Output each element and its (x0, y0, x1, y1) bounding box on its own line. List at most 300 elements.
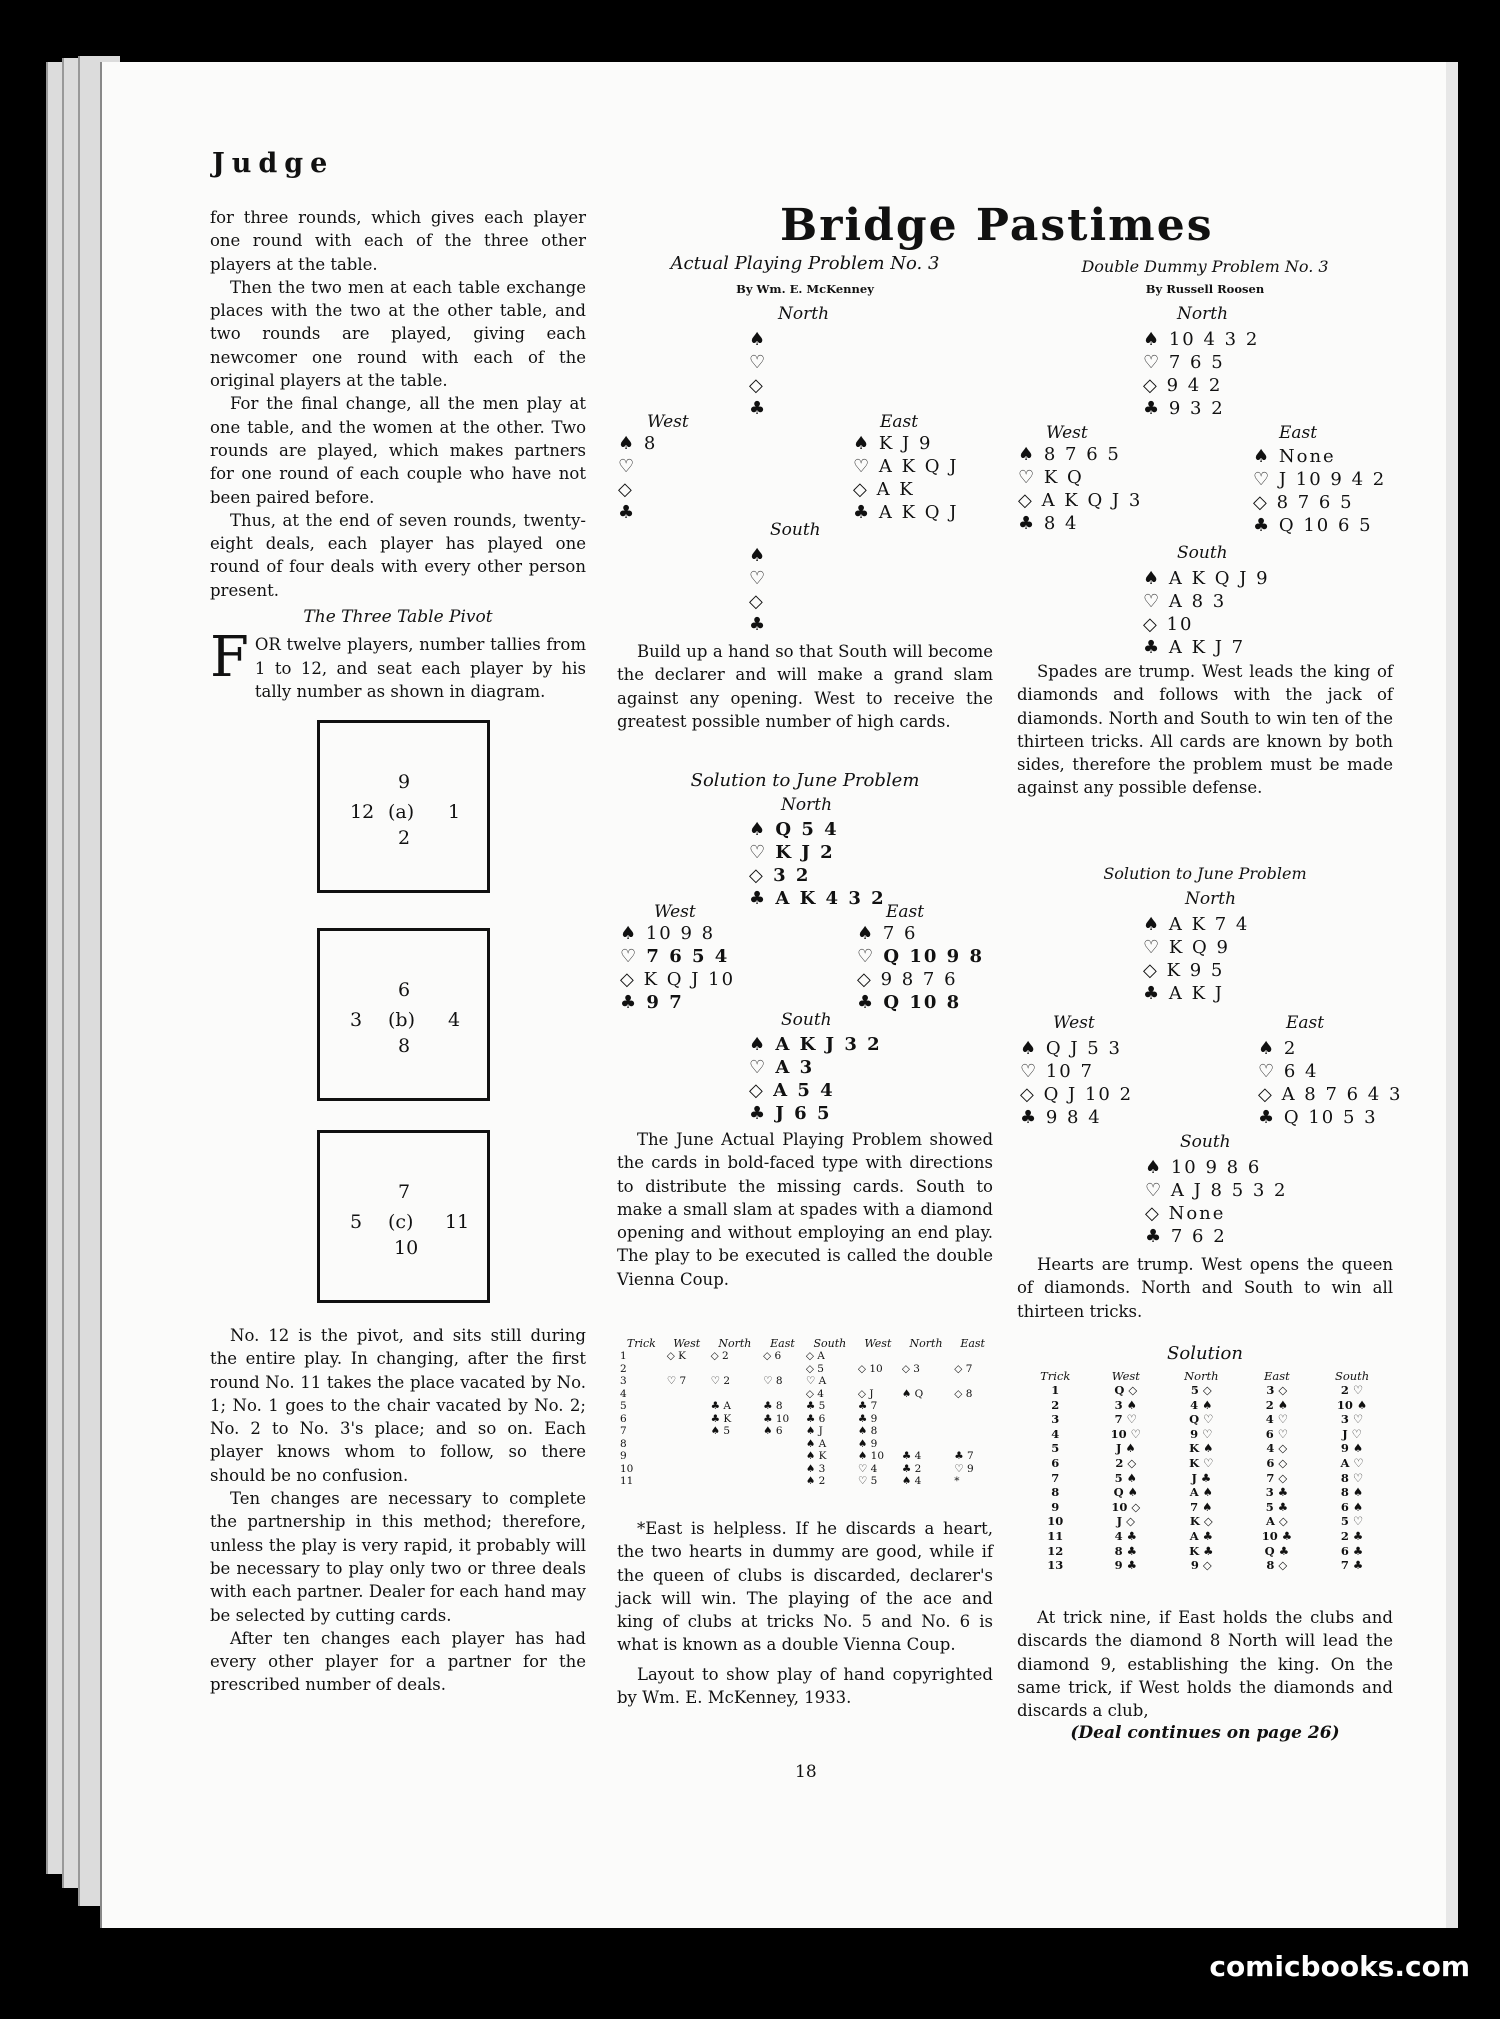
table-cell: ◇ J (857, 1387, 874, 1400)
table-cell: 3 ◇ (1266, 1383, 1288, 1397)
suit-line: ♣ A K 4 3 2 (749, 888, 886, 909)
table-cell: ◇ 10 (857, 1362, 883, 1375)
suit-line: ♣ Q 10 6 5 (1253, 515, 1373, 536)
suit-line: ♠ K J 9 (853, 433, 933, 454)
dir-west: West (647, 412, 689, 432)
table-cell: 10 (1047, 1514, 1064, 1529)
table-cell: 8 (1051, 1485, 1060, 1500)
table-cell (709, 1463, 761, 1476)
drop-cap: F (210, 625, 249, 691)
column-middle-text (617, 1128, 993, 1291)
table-cell (761, 1463, 804, 1476)
hand-north (749, 328, 767, 420)
hand-east (1258, 1037, 1402, 1129)
table-cell: A ♡ (1340, 1455, 1364, 1470)
suit-line: ♣ 8 4 (1018, 513, 1079, 534)
table-cell: 2 ♣ (1340, 1528, 1364, 1543)
table-cell: ♣ 7 (954, 1450, 974, 1462)
dir-north: North (778, 304, 830, 324)
suit-line: ♠ 10 9 8 6 (1145, 1157, 1262, 1178)
dir-south: South (770, 520, 821, 540)
table-cell: 5 ♡ (1340, 1514, 1364, 1529)
table-cell: 1 (1051, 1383, 1060, 1397)
paragraph: Hearts are trump. West opens the queen of diamonds. North and South to win all thirteen tricks. (1017, 1255, 1393, 1321)
page-right-edge (1446, 62, 1458, 1928)
col-header: East (960, 1337, 985, 1350)
table-cell: 8 ♠ (1340, 1485, 1364, 1500)
table-cell (665, 1413, 709, 1426)
table-cell: ◇ 5 (805, 1362, 824, 1375)
table-cell (665, 1475, 709, 1488)
play-table (618, 1337, 993, 1488)
dir-west: West (654, 902, 696, 922)
dir-south: South (1180, 1132, 1231, 1152)
table-cell: 9 ◇ (1190, 1558, 1212, 1573)
col-header: South (813, 1337, 847, 1350)
table-cell (665, 1450, 709, 1463)
table-cell: ♣ 6 (805, 1412, 826, 1425)
column-middle-bottom (617, 1517, 993, 1709)
col-header: East (1263, 1369, 1290, 1383)
table-cell: ♡ 9 (954, 1462, 974, 1475)
table-cell: ♠ Q (901, 1387, 924, 1400)
suit-line: ♣ 9 8 4 (1020, 1107, 1102, 1128)
column-left (210, 206, 586, 703)
suit-line: ♣ 9 3 2 (1143, 398, 1225, 419)
table-diagram-b (317, 928, 490, 1101)
suit-line: ◇ K 9 5 (1143, 960, 1225, 981)
table-cell: 9 ♡ (1190, 1426, 1213, 1441)
table-cell: 6 ♣ (1340, 1543, 1364, 1558)
table-cell (952, 1350, 993, 1363)
hand-west (1018, 443, 1142, 535)
table-row (618, 1413, 993, 1426)
table-cell: ♠ J (805, 1425, 823, 1437)
hand-west (1020, 1037, 1133, 1129)
table-cell (665, 1400, 709, 1413)
seat-bottom: 10 (394, 1237, 419, 1259)
seat-right: 11 (445, 1211, 470, 1233)
table-cell: 10 ◇ (1111, 1499, 1141, 1514)
table-cell (952, 1438, 993, 1451)
table-row (618, 1425, 993, 1438)
suit-line: ◇ 9 8 7 6 (857, 969, 958, 990)
table-cell: ♠ 5 (710, 1425, 731, 1437)
table-cell (761, 1475, 804, 1488)
table-cell (900, 1425, 952, 1438)
table-cell (665, 1425, 709, 1438)
table-label: (a) (388, 801, 415, 823)
table-cell (761, 1388, 804, 1401)
suit-line: ♡ 7 6 5 4 (620, 946, 730, 967)
paragraph: For the final change, all the men play at one table, and the women at the other. Two rounds are played, which makes partners for one round of each couple who have not been paired before. (210, 394, 586, 507)
column-left-lower (210, 1324, 586, 1697)
table-cell: 13 (1047, 1558, 1064, 1573)
column-right-text (1017, 1253, 1393, 1323)
table-row (618, 1450, 993, 1463)
suit-line: ♠ (749, 329, 768, 350)
table-cell: J ♠ (1115, 1441, 1136, 1456)
seat-left: 12 (350, 801, 375, 823)
col-header: South (1334, 1369, 1370, 1383)
table-cell: 7 ♣ (1340, 1558, 1364, 1573)
seat-left: 3 (350, 1009, 363, 1031)
table-cell: K ◇ (1189, 1514, 1213, 1529)
table-cell: K ♡ (1189, 1455, 1214, 1470)
table-cell (952, 1400, 993, 1413)
table-row (618, 1400, 993, 1413)
table-cell: Q ♡ (1189, 1412, 1214, 1427)
dir-north: North (1185, 889, 1237, 909)
table-cell: Q ♣ (1264, 1543, 1290, 1558)
suit-line: ♠ A K J 3 2 (749, 1034, 882, 1055)
suit-line: ♡ (618, 456, 637, 477)
table-cell: 7 ♡ (1114, 1412, 1137, 1427)
table-cell: ♠ 9 (857, 1437, 878, 1450)
seat-right: 4 (448, 1009, 461, 1031)
hand-south (1143, 567, 1270, 659)
table-cell: 4 ♣ (1114, 1528, 1137, 1543)
table-cell (709, 1450, 761, 1463)
suit-line: ◇ Q J 10 2 (1020, 1084, 1134, 1105)
table-cell (665, 1438, 709, 1451)
table-cell: 3 ♠ (1114, 1397, 1137, 1412)
suit-line: ♡ (749, 568, 768, 589)
table-cell: 5 ♠ (1114, 1470, 1137, 1485)
paragraph-text: OR twelve players, number tallies from 1 to 12, and seat each player by his tally number as shown in diagram. (254, 635, 586, 701)
dir-west: West (1053, 1013, 1095, 1033)
paragraph: The June Actual Playing Problem showed the cards in bold-faced type with directions to distribute the missing cards. South to make a small slam at spades with a diamond opening and without employing an end play. The play to be executed is called the double Vienna Coup. (617, 1130, 993, 1289)
table-cell (665, 1363, 709, 1376)
table-cell: * (954, 1475, 960, 1487)
table-row (1020, 1544, 1392, 1559)
table-row (1020, 1412, 1392, 1427)
table-cell: ♠ 10 (857, 1450, 885, 1462)
suit-line: ♡ 6 4 (1258, 1061, 1319, 1082)
table-cell (856, 1375, 900, 1388)
hand-north (749, 818, 886, 910)
table-cell: 11 (1047, 1528, 1064, 1543)
table-cell: ◇ 8 (954, 1387, 973, 1400)
table-cell: ♣ 8 (763, 1400, 783, 1412)
table-row (1020, 1500, 1392, 1515)
table-label: (b) (388, 1009, 415, 1031)
table-cell: 2 ♠ (1265, 1397, 1289, 1412)
table-cell: 11 (620, 1475, 634, 1487)
col-header: North (909, 1337, 943, 1350)
problem-title: Actual Playing Problem No. 3 (670, 253, 940, 274)
hand-east (853, 432, 958, 524)
hand-south (749, 1033, 882, 1125)
table-cell: 8 (620, 1437, 627, 1450)
table-row (1020, 1398, 1392, 1413)
table-row (618, 1375, 993, 1388)
table-cell: 7 (1051, 1470, 1060, 1485)
suit-line: ◇ A 8 7 6 4 3 (1258, 1084, 1403, 1105)
solution-title: Solution to June Problem (690, 770, 920, 791)
suit-line: ♡ A J 8 5 3 2 (1145, 1180, 1288, 1201)
dir-south: South (1177, 543, 1228, 563)
seat-left: 5 (350, 1211, 363, 1233)
hand-north (1143, 328, 1259, 420)
suit-line: ◇ (749, 375, 765, 396)
table-cell (952, 1375, 993, 1388)
table-cell: 2 ◇ (1115, 1455, 1137, 1470)
solution-title: Solution to June Problem (1103, 864, 1307, 883)
table-cell: ◇ 2 (710, 1350, 729, 1362)
suit-line: ♠ 8 (618, 433, 658, 454)
table-cell: 5 ♣ (1265, 1499, 1289, 1514)
byline: By Wm. E. McKenney (736, 282, 874, 296)
table-cell: 10 (620, 1462, 634, 1475)
table-row (618, 1350, 993, 1363)
column-middle (617, 640, 993, 733)
suit-line: ♣ A K J 7 (1143, 637, 1246, 658)
table-row (1020, 1558, 1392, 1573)
table-cell: 7 (620, 1425, 627, 1437)
table-cell: 5 (620, 1400, 627, 1412)
table-cell: 6 ♡ (1265, 1426, 1289, 1441)
hand-south (1145, 1156, 1288, 1248)
table-cell (900, 1413, 952, 1426)
table-cell: ♣ 10 (763, 1412, 790, 1425)
table-cell (856, 1350, 900, 1363)
suit-line: ♡ 10 7 (1020, 1061, 1094, 1082)
column-right-bottom (1017, 1606, 1393, 1746)
table-cell: 9 (1051, 1499, 1060, 1514)
table-cell: 10 ♠ (1336, 1397, 1368, 1412)
dir-east: East (1286, 1013, 1325, 1033)
table-cell (761, 1438, 804, 1451)
seat-right: 1 (448, 801, 461, 823)
table-row (618, 1388, 993, 1401)
table-cell: ♣ 7 (857, 1400, 878, 1412)
suit-line: ◇ (749, 591, 765, 612)
hand-west (618, 432, 657, 524)
paragraph: After ten changes each player has had every other player for a partner for the prescribed number of deals. (210, 1628, 586, 1695)
table-cell (665, 1388, 709, 1401)
paragraph: Layout to show play of hand copyrighted by Wm. E. McKenney, 1933. (617, 1664, 993, 1708)
solution-table (1020, 1369, 1392, 1573)
suit-line: ◇ A K (853, 479, 915, 500)
hand-south (749, 544, 767, 636)
table-cell: A ♠ (1189, 1485, 1213, 1500)
table-cell: ♠ 4 (901, 1475, 922, 1487)
dir-west: West (1046, 423, 1088, 443)
table-cell: 4 ◇ (1266, 1441, 1288, 1456)
table-cell: 7 ◇ (1266, 1470, 1288, 1485)
table-row (1020, 1383, 1392, 1398)
table-row (1020, 1514, 1392, 1529)
col-header: North (1184, 1369, 1219, 1383)
table-cell: A ◇ (1265, 1514, 1288, 1529)
paragraph: *East is helpless. If he discards a heart, the two hearts in dummy are good, while if the queen of clubs is discarded, declarer's jack will win. The playing of the ace and king of clubs at tricks No. 5 and No. 6 is what is known as a double Vienna Coup. (617, 1519, 993, 1655)
table-label: (c) (388, 1211, 414, 1233)
table-cell: 5 (1051, 1441, 1060, 1456)
table-row (618, 1475, 993, 1488)
table-cell: 4 (620, 1387, 627, 1400)
table-cell: 8 ♡ (1340, 1470, 1364, 1485)
suit-line: ♡ Q 10 9 8 (857, 946, 984, 967)
table-cell (709, 1438, 761, 1451)
table-cell: 9 ♣ (1114, 1558, 1137, 1573)
suit-line: ♠ A K Q J 9 (1143, 568, 1270, 589)
table-cell (665, 1463, 709, 1476)
table-cell: ◇ 6 (763, 1350, 782, 1362)
dir-south: South (781, 1010, 832, 1030)
table-cell (952, 1413, 993, 1426)
table-cell: ♠ K (805, 1450, 827, 1462)
suit-line: ♣ (618, 502, 637, 523)
table-cell: ♣ 2 (901, 1462, 922, 1475)
hand-east (1253, 445, 1386, 537)
page-number: 18 (795, 1762, 817, 1782)
table-cell: Q ◇ (1114, 1383, 1138, 1397)
suit-line: ♠ 7 6 (857, 923, 918, 944)
table-cell: ♡ 7 (666, 1375, 687, 1387)
table-cell: ♡ A (805, 1375, 827, 1387)
table-cell: 2 (620, 1362, 627, 1375)
col-header: Trick (1040, 1369, 1071, 1383)
table-cell: 6 (620, 1412, 627, 1425)
suit-line: ♣ 9 7 (620, 992, 684, 1013)
table-row (1020, 1441, 1392, 1456)
table-cell: ♠ 3 (805, 1462, 826, 1475)
suit-line: ♡ A K Q J (853, 456, 959, 477)
table-cell: ◇ 7 (954, 1362, 973, 1375)
dir-north: North (781, 795, 833, 815)
table-cell (761, 1363, 804, 1376)
table-row (1020, 1485, 1392, 1500)
seat-bottom: 2 (398, 827, 411, 849)
suit-line: ♠ Q 5 4 (749, 819, 839, 840)
paragraph: Thus, at the end of seven rounds, twenty-eight deals, each player has played one round of four deals with every other person present. (210, 510, 586, 600)
hand-north (1143, 913, 1249, 1005)
suit-line: ♠ 10 4 3 2 (1143, 329, 1260, 350)
table-cell: ♣ K (710, 1412, 732, 1425)
table-diagram-c (317, 1130, 490, 1303)
table-cell: 3 (620, 1375, 627, 1387)
table-cell: ♣ 4 (901, 1450, 922, 1462)
suit-line: ♣ (749, 398, 768, 419)
column-right (1017, 660, 1393, 800)
table-cell: 3 (1051, 1412, 1060, 1427)
table-cell: ◇ K (666, 1350, 686, 1362)
table-cell: ♣ 5 (805, 1400, 826, 1412)
col-header: Trick (626, 1337, 656, 1350)
suit-line: ♠ None (1253, 446, 1336, 467)
table-cell: 3 ♣ (1265, 1485, 1289, 1500)
suit-line: ♣ A K J (1143, 983, 1224, 1004)
table-cell: 9 (620, 1450, 627, 1462)
suit-line: ♡ A 8 3 (1143, 591, 1227, 612)
table-cell: ◇ A (805, 1350, 825, 1362)
table-cell (900, 1438, 952, 1451)
table-row (618, 1363, 993, 1376)
suit-line: ◇ 8 7 6 5 (1253, 492, 1354, 513)
paragraph: for three rounds, which gives each player one round with each of the three other players at the table. (210, 208, 586, 274)
suit-line: ♣ Q 10 8 (857, 992, 962, 1013)
table-cell: A ♣ (1189, 1528, 1213, 1543)
paragraph: Then the two men at each table exchange places with the two at the other table, and two rounds are played, giving each newcomer one round with each of the original players at the table. (210, 277, 586, 391)
col-header: East (770, 1337, 795, 1350)
suit-line: ♡ K Q (1018, 467, 1084, 488)
table-cell: ◇ 3 (901, 1362, 920, 1375)
table-cell: 8 ♣ (1114, 1543, 1137, 1558)
suit-line: ♠ 8 7 6 5 (1018, 444, 1121, 465)
suit-line: ♠ (749, 545, 768, 566)
continuation-note: (Deal continues on page 26) (1070, 1723, 1340, 1744)
section-subhead: The Three Table Pivot (303, 607, 493, 628)
table-cell: ◇ 4 (805, 1387, 824, 1400)
table-cell (952, 1425, 993, 1438)
table-cell (761, 1450, 804, 1463)
suit-line: ◇ 3 2 (749, 865, 811, 886)
table-row (618, 1438, 993, 1451)
byline: By Russell Roosen (1145, 282, 1265, 296)
table-cell (900, 1350, 952, 1363)
col-header: West (673, 1337, 701, 1350)
table-cell: ♠ 6 (763, 1425, 783, 1437)
table-cell: K ♣ (1189, 1543, 1214, 1558)
table-cell: ♡ 5 (857, 1475, 878, 1487)
table-row (1020, 1471, 1392, 1486)
article-title: Bridge Pastimes (780, 200, 1214, 251)
table-cell: J ♡ (1342, 1426, 1362, 1441)
table-cell: 10 ♣ (1261, 1528, 1293, 1543)
table-cell: 8 ◇ (1266, 1558, 1288, 1573)
seat-top: 7 (398, 1181, 411, 1203)
table-cell: ♣ A (710, 1400, 731, 1412)
table-cell (709, 1388, 761, 1401)
table-cell: 12 (1047, 1543, 1064, 1558)
solution-title: Solution (1167, 1343, 1243, 1364)
paragraph: No. 12 is the pivot, and sits still during the entire play. In changing, after the first round No. 11 takes the place vacated by No. 1; No. 1 goes to the chair vacated by No. 2; No. 2 to No. 3's place; and so on. Each player knows whom to follow, so there should be no confusion. (210, 1326, 586, 1485)
table-cell: 6 ◇ (1266, 1455, 1288, 1470)
table-cell: 9 ♠ (1340, 1441, 1364, 1456)
paragraph: Ten changes are necessary to complete the partnership in this method; therefore, unless the play is very rapid, it probably will be necessary to play only two or three deals with each partner. Dealer for each hand may be selected by cutting cards. (210, 1489, 586, 1625)
suit-line: ♠ 2 (1258, 1038, 1298, 1059)
table-row (1020, 1427, 1392, 1442)
paragraph-dropcap (210, 625, 586, 703)
suit-line: ♣ 7 6 2 (1145, 1226, 1227, 1247)
table-cell: 1 (620, 1350, 627, 1362)
table-cell (900, 1375, 952, 1388)
hand-east (857, 922, 984, 1014)
paragraph: Build up a hand so that South will become the declarer and will make a grand slam against any opening. West to receive the greatest possible number of high cards. (617, 642, 993, 731)
suit-line: ♣ Q 10 5 3 (1258, 1107, 1378, 1128)
table-cell (709, 1475, 761, 1488)
table-cell: 3 ♡ (1340, 1412, 1364, 1427)
col-header: North (718, 1337, 752, 1350)
table-cell: 7 ♠ (1190, 1499, 1213, 1514)
suit-line: ♡ (749, 352, 768, 373)
suit-line: ♠ A K 7 4 (1143, 914, 1250, 935)
table-cell: ♣ 9 (857, 1412, 878, 1425)
suit-line: ♡ A 3 (749, 1057, 815, 1078)
seat-top: 6 (398, 979, 411, 1001)
watermark: comicbooks.com (1209, 1950, 1470, 1983)
table-cell: J ♣ (1191, 1470, 1212, 1485)
table-cell (709, 1363, 761, 1376)
dir-east: East (880, 412, 919, 432)
table-row (618, 1463, 993, 1476)
table-cell: ♠ A (805, 1437, 827, 1450)
suit-line: ♣ A K Q J (853, 502, 959, 523)
paragraph: At trick nine, if East holds the clubs and discards the diamond 8 North will lead the diamond 9, establishing the king. On the same trick, if West holds the diamonds and discards a club, (1017, 1608, 1393, 1721)
table-cell: 6 (1051, 1455, 1060, 1470)
suit-line: ♡ J 10 9 4 2 (1253, 469, 1387, 490)
